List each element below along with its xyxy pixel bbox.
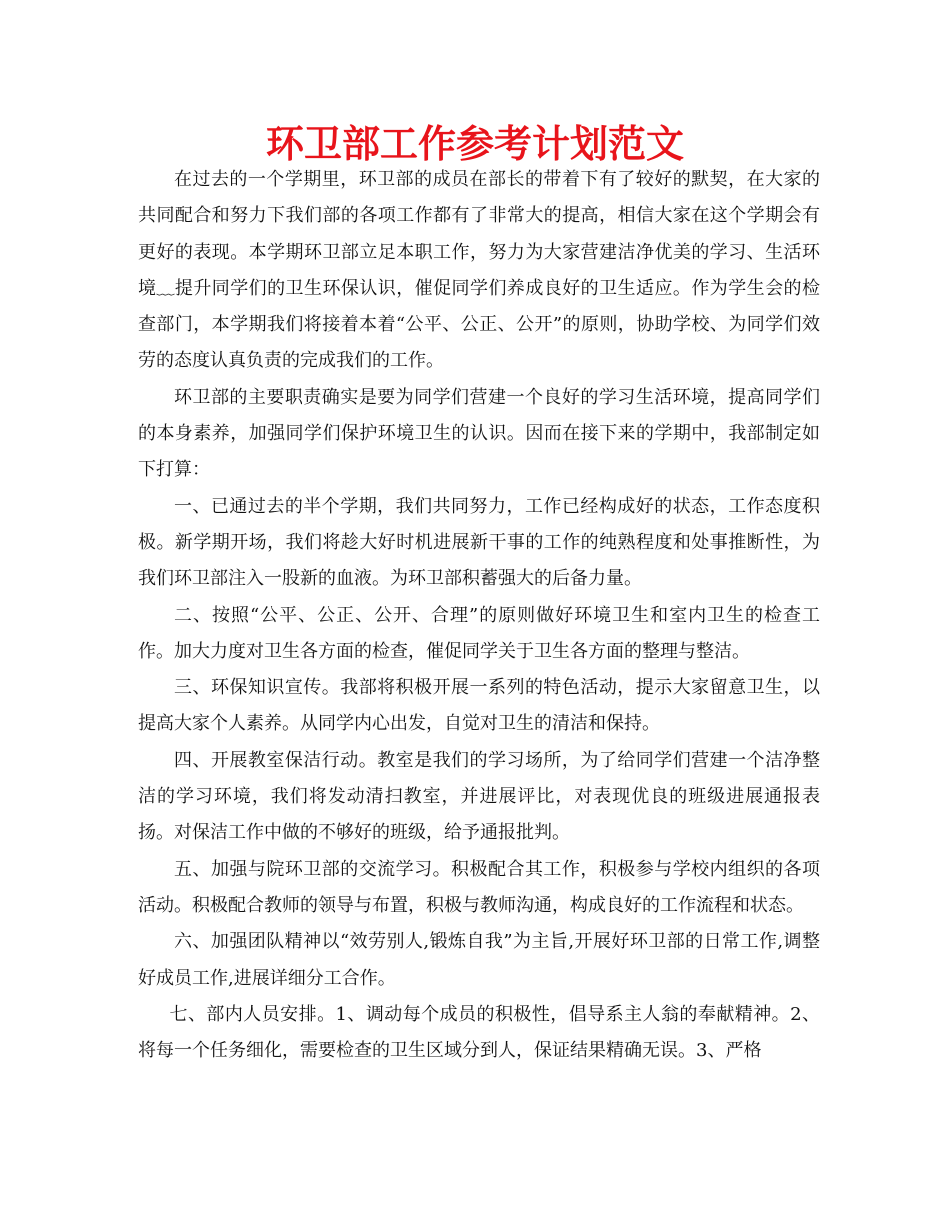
paragraph-item-2: 二、按照“公平、公正、公开、合理”的原则做好环境卫生和室内卫生的检查工作。加大力度对卫生各方面的检查，催促同学关于卫生各方面的整理与整洁。 <box>138 604 820 662</box>
paragraph-item-6: 六、加强团队精神以“效劳别人,锻炼自我”为主旨,开展好环卫部的日常工作,调整好成员工作,进展详细分工合作。 <box>138 931 820 989</box>
paragraph-intro: 在过去的一个学期里，环卫部的成员在部长的带着下有了较好的默契，在大家的共同配合和努力下我们部的各项工作都有了非常大的提高，相信大家在这个学期会有更好的表现。本学期环卫部立足本职工作，努力为大家营建洁净优美的学习、生活环境﹏提升同学们的卫生环保认识，催促同学们养成良好的卫生适应。作为学生会的检查部门，本学期我们将接着本着“公平、公正、公开”的原则，协助学校、为同学们效劳的态度认真负责的完成我们的工作。 <box>138 169 820 372</box>
paragraph-item-4: 四、开展教室保洁行动。教室是我们的学习场所，为了给同学们营建一个洁净整洁的学习环境，我们将发动清扫教室，并进展评比，对表现优良的班级进展通报表扬。对保洁工作中做的不够好的班级，给予通报批判。 <box>138 749 820 844</box>
document-title: 环卫部工作参考计划范文 <box>265 121 684 166</box>
paragraph-item-3: 三、环保知识宣传。我部将积极开展一系列的特色活动，提示大家留意卫生，以提高大家个人素养。从同学内心出发，自觉对卫生的清洁和保持。 <box>138 677 820 735</box>
document-body <box>138 162 820 1069</box>
paragraph-duties: 环卫部的主要职责确实是要为同学们营建一个良好的学习生活环境，提高同学们的本身素养，加强同学们保护环境卫生的认识。因而在接下来的学期中，我部制定如下打算： <box>138 386 820 481</box>
paragraph-item-5: 五、加强与院环卫部的交流学习。积极配合其工作，积极参与学校内组织的各项活动。积极配合教师的领导与布置，积极与教师沟通，构成良好的工作流程和状态。 <box>138 858 820 916</box>
paragraph-item-1: 一、已通过去的半个学期，我们共同努力，工作已经构成好的状态，工作态度积极。新学期开场，我们将趁大好时机进展新干事的工作的纯熟程度和处事推断性，为我们环卫部注入一股新的血液。为环卫部积蓄强大的后备力量。 <box>138 495 820 590</box>
paragraph-item-7: 七、部内人员安排。1、调动每个成员的积极性，倡导系主人翁的奉献精神。2、将每一个任务细化，需要检查的卫生区域分到人，保证结果精确无误。3、严格 <box>138 1003 820 1062</box>
